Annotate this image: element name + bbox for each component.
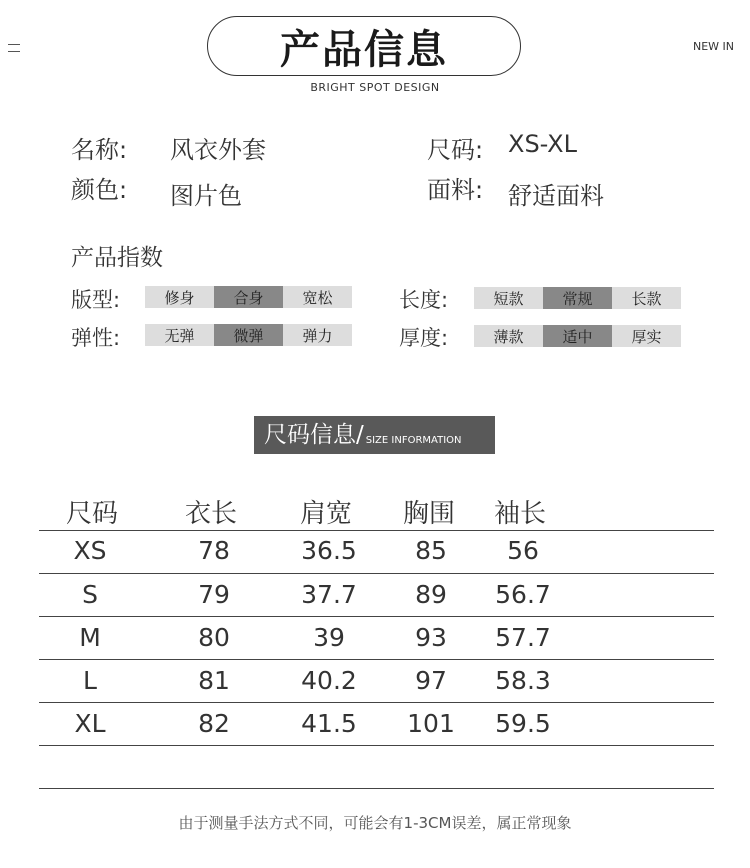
column-header-length: 衣长 [185, 499, 238, 529]
page-subtitle: BRIGHT SPOT DESIGN [310, 81, 440, 94]
table-cell: 58.3 [495, 666, 551, 695]
table-cell: 37.7 [301, 580, 357, 609]
thickness-option: 厚实 [612, 325, 681, 347]
name-label: 名称: [71, 136, 128, 164]
fit-scale [145, 286, 352, 308]
table-divider [39, 616, 714, 617]
table-cell: 101 [407, 709, 455, 738]
table-cell: 56.7 [495, 580, 551, 609]
new-in-label: NEW IN [692, 40, 734, 53]
fit-option: 宽松 [283, 286, 352, 308]
column-header-chest: 胸围 [403, 499, 456, 529]
table-cell: 78 [198, 536, 230, 565]
fabric-value: 舒适面料 [508, 182, 604, 210]
table-divider [39, 573, 714, 574]
column-header-sleeve: 袖长 [494, 499, 547, 529]
thickness-scale [474, 325, 681, 347]
table-cell: M [79, 623, 101, 652]
elasticity-option-selected: 微弹 [214, 324, 283, 346]
table-cell: 97 [415, 666, 447, 695]
footer-divider [39, 788, 714, 789]
column-header-shoulder: 肩宽 [300, 499, 353, 529]
table-cell: L [83, 666, 97, 695]
title-badge [207, 16, 521, 76]
table-divider [39, 659, 714, 660]
thickness-option: 薄款 [474, 325, 543, 347]
name-value: 风衣外套 [170, 136, 266, 164]
fit-label: 版型: [71, 288, 121, 312]
menu-icon[interactable] [8, 44, 20, 56]
size-info-subtitle: SIZE INFORMATION [365, 435, 462, 446]
length-label: 长度: [399, 288, 449, 312]
table-cell: 59.5 [495, 709, 551, 738]
elasticity-option: 弹力 [283, 324, 352, 346]
size-info-title: 尺码信息/ [264, 422, 364, 448]
elasticity-label: 弹性: [71, 326, 121, 350]
table-cell: 57.7 [495, 623, 551, 652]
table-cell: XS [73, 536, 107, 565]
table-divider [39, 745, 714, 746]
table-cell: 81 [198, 666, 230, 695]
table-cell: 41.5 [301, 709, 357, 738]
elasticity-option: 无弹 [145, 324, 214, 346]
elasticity-scale [145, 324, 352, 346]
color-label: 颜色: [71, 176, 128, 204]
table-divider [39, 702, 714, 703]
measurement-note: 由于测量手法方式不同，可能会有1-3CM误差，属正常现象 [178, 814, 572, 832]
thickness-option-selected: 适中 [543, 325, 612, 347]
table-divider [39, 530, 714, 531]
table-cell: S [82, 580, 98, 609]
table-cell: XL [74, 709, 106, 738]
table-cell: 82 [198, 709, 230, 738]
length-option: 长款 [612, 287, 681, 309]
fabric-label: 面料: [427, 176, 484, 204]
table-cell: 80 [198, 623, 230, 652]
table-cell: 89 [415, 580, 447, 609]
color-value: 图片色 [170, 182, 242, 210]
size-info-banner [254, 416, 495, 454]
size-label: 尺码: [427, 136, 484, 164]
table-cell: 39 [313, 623, 345, 652]
table-cell: 93 [415, 623, 447, 652]
table-cell: 85 [415, 536, 447, 565]
fit-option: 修身 [145, 286, 214, 308]
length-scale [474, 287, 681, 309]
thickness-label: 厚度: [399, 326, 449, 350]
fit-option-selected: 合身 [214, 286, 283, 308]
length-option: 短款 [474, 287, 543, 309]
table-cell: 36.5 [301, 536, 357, 565]
table-cell: 40.2 [301, 666, 357, 695]
page-title: 产品信息 [280, 25, 448, 73]
table-cell: 79 [198, 580, 230, 609]
table-cell: 56 [507, 536, 539, 565]
length-option-selected: 常规 [543, 287, 612, 309]
size-value: XS-XL [508, 130, 577, 158]
index-heading: 产品指数 [71, 245, 163, 271]
column-header-size: 尺码 [66, 499, 119, 529]
